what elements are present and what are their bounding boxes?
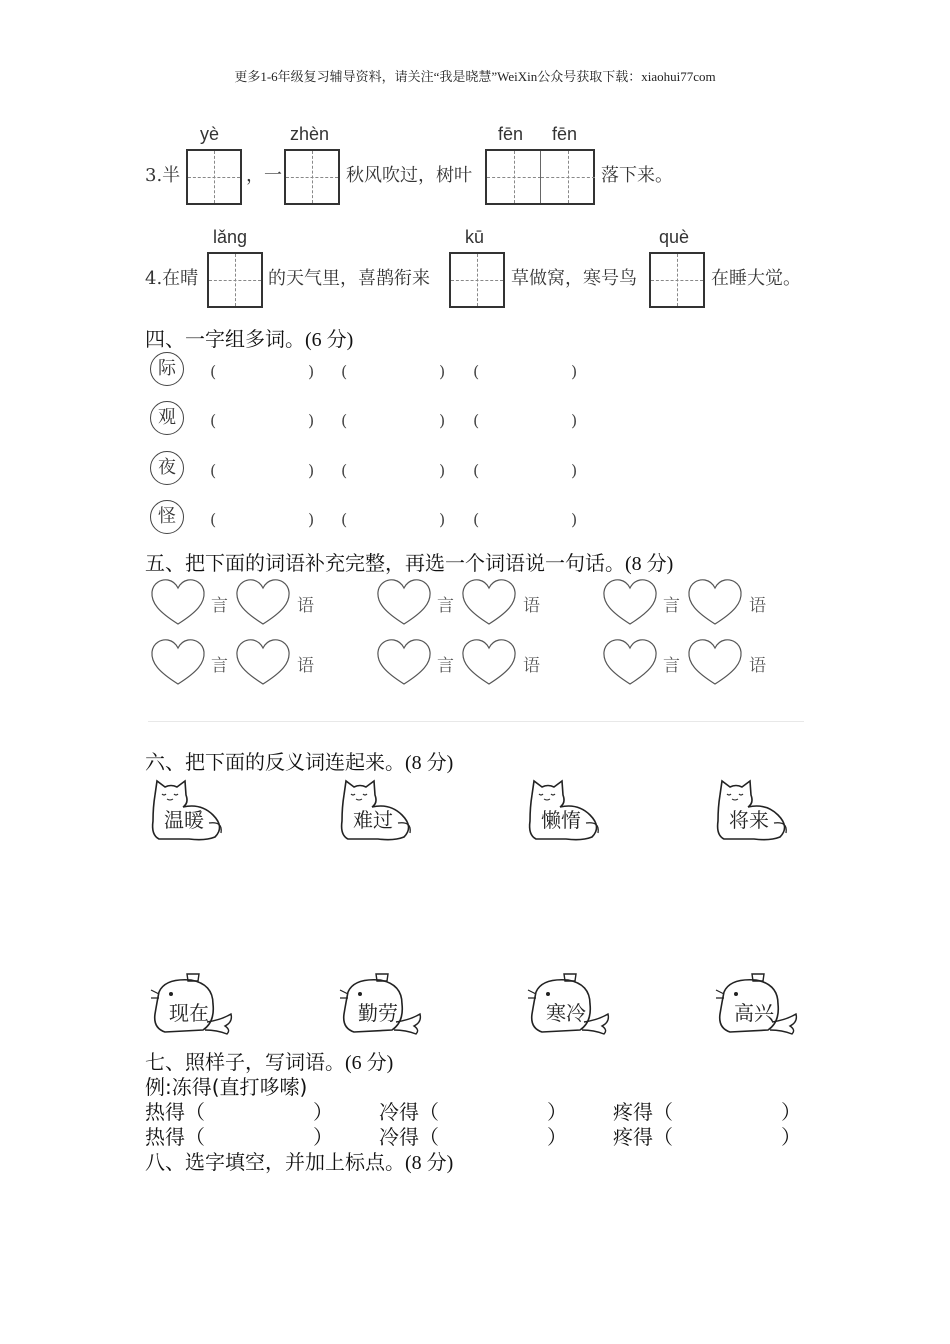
blank-close-paren: ) (439, 510, 446, 529)
blank-open-paren: ( (210, 510, 217, 529)
q3-mid: 秋风吹过，树叶 (346, 165, 472, 186)
section-7-example: 例:冻得(直打哆嗦) (145, 1075, 308, 1099)
char-circle-3: 夜 (150, 451, 184, 485)
idiom-char-yu: 语 (297, 596, 314, 616)
word-blank-label: 疼得（ (613, 1125, 673, 1149)
section-4-title (145, 323, 353, 352)
blank-close-paren: ) (571, 510, 578, 529)
q3-sep: ，一 (246, 165, 282, 186)
q3-pinyin-2: zhèn (290, 124, 330, 144)
antonym-top-word[interactable]: 将来 (729, 808, 769, 832)
heart-blank[interactable] (686, 637, 744, 687)
blank-open-paren: ( (473, 461, 480, 480)
q3-pinyin-3a: fēn (498, 124, 524, 144)
q4-mid1: 的天气里，喜鹊衔来 (268, 268, 430, 289)
antonym-top-word[interactable]: 温暖 (164, 808, 204, 832)
antonym-top-word[interactable]: 懒惰 (541, 808, 581, 832)
q3-start: 3.半 (145, 165, 181, 186)
word-blank-close: ） (313, 1100, 333, 1124)
heart-blank[interactable] (686, 577, 744, 627)
blank-close-paren: ) (571, 411, 578, 430)
section-5-title (145, 547, 673, 576)
idiom-char-yan: 言 (211, 656, 228, 676)
blank-open-paren: ( (341, 461, 348, 480)
section-6-title (145, 746, 453, 775)
heart-blank[interactable] (460, 637, 518, 687)
q4-pinyin-2: kū (465, 227, 485, 247)
q4-pinyin-1: lǎng (213, 227, 248, 247)
section-6-score: (8 分) (405, 752, 454, 774)
section-5-score: (8 分) (625, 553, 674, 575)
blank-open-paren: ( (341, 510, 348, 529)
word-blank-close: ） (313, 1125, 333, 1149)
section-5-title-text: 五、把下面的词语补充完整，再选一个词语说一句话。 (145, 551, 625, 575)
heart-blank[interactable] (149, 637, 207, 687)
blank-open-paren: ( (473, 510, 480, 529)
blank-open-paren: ( (341, 411, 348, 430)
heart-blank[interactable] (234, 577, 292, 627)
q4-answer-box-2[interactable] (449, 252, 505, 308)
page-divider (148, 721, 804, 722)
word-blank-close: ） (781, 1125, 801, 1149)
q3-answer-box-1[interactable] (186, 149, 242, 205)
idiom-char-yan: 言 (663, 656, 680, 676)
blank-open-paren: ( (210, 411, 217, 430)
blank-close-paren: ) (308, 510, 315, 529)
word-blank-label: 冷得（ (379, 1100, 439, 1124)
q4-pinyin-3: què (659, 227, 690, 247)
blank-open-paren: ( (210, 362, 217, 381)
section-8-score: (8 分) (405, 1152, 454, 1174)
idiom-char-yu: 语 (297, 656, 314, 676)
char-circle-1: 际 (150, 352, 184, 386)
blank-close-paren: ) (439, 411, 446, 430)
antonym-bottom-word[interactable]: 现在 (169, 1001, 209, 1025)
word-blank-close: ） (547, 1125, 567, 1149)
word-blank-close: ） (781, 1100, 801, 1124)
word-blank-close: ） (547, 1100, 567, 1124)
char-circle-2: 观 (150, 401, 184, 435)
q3-pinyin-1: yè (200, 124, 220, 144)
idiom-char-yu: 语 (749, 656, 766, 676)
q4-answer-box-3[interactable] (649, 252, 705, 308)
heart-blank[interactable] (149, 577, 207, 627)
idiom-char-yu: 语 (523, 596, 540, 616)
q4-answer-box-1[interactable] (207, 252, 263, 308)
antonym-bottom-word[interactable]: 寒冷 (546, 1001, 586, 1025)
word-blank-label: 热得（ (145, 1100, 205, 1124)
blank-close-paren: ) (439, 362, 446, 381)
blank-close-paren: ) (439, 461, 446, 480)
antonym-bottom-word[interactable]: 勤劳 (358, 1001, 398, 1025)
q4-start: 4.在晴 (145, 268, 199, 289)
blank-close-paren: ) (571, 362, 578, 381)
q3-answer-box-2[interactable] (284, 149, 340, 205)
idiom-char-yu: 语 (523, 656, 540, 676)
heart-blank[interactable] (460, 577, 518, 627)
blank-open-paren: ( (341, 362, 348, 381)
char-circle-4: 怪 (150, 500, 184, 534)
heart-blank[interactable] (601, 637, 659, 687)
blank-close-paren: ) (308, 362, 315, 381)
word-blank-label: 热得（ (145, 1125, 205, 1149)
section-4-score: (6 分) (305, 329, 354, 351)
section-7-score: (6 分) (345, 1052, 394, 1074)
heart-blank[interactable] (601, 577, 659, 627)
blank-close-paren: ) (308, 411, 315, 430)
blank-open-paren: ( (473, 411, 480, 430)
heart-blank[interactable] (234, 637, 292, 687)
section-6-title-text: 六、把下面的反义词连起来。 (145, 750, 405, 774)
blank-open-paren: ( (473, 362, 480, 381)
q3-end: 落下来。 (601, 165, 673, 186)
section-8-title-text: 八、选字填空，并加上标点。 (145, 1150, 405, 1174)
word-blank-label: 疼得（ (613, 1100, 673, 1124)
q4-mid2: 草做窝，寒号鸟 (511, 268, 637, 289)
idiom-char-yan: 言 (211, 596, 228, 616)
antonym-top-word[interactable]: 难过 (353, 808, 393, 832)
blank-close-paren: ) (571, 461, 578, 480)
section-7-title-text: 七、照样子，写词语。 (145, 1050, 345, 1074)
blank-open-paren: ( (210, 461, 217, 480)
q4-end: 在睡大觉。 (711, 268, 801, 289)
heart-blank[interactable] (375, 577, 433, 627)
idiom-char-yu: 语 (749, 596, 766, 616)
antonym-bottom-word[interactable]: 高兴 (734, 1001, 774, 1025)
heart-blank[interactable] (375, 637, 433, 687)
section-8-title (145, 1146, 453, 1175)
idiom-char-yan: 言 (663, 596, 680, 616)
idiom-char-yan: 言 (437, 656, 454, 676)
q3-pinyin-3b: fēn (552, 124, 578, 144)
blank-close-paren: ) (308, 461, 315, 480)
section-4-title-text: 四、一字组多词。 (145, 327, 305, 351)
word-blank-label: 冷得（ (379, 1125, 439, 1149)
idiom-char-yan: 言 (437, 596, 454, 616)
q3-answer-box-3[interactable] (485, 149, 595, 205)
header-note: 更多1-6年级复习辅导资料，请关注“我是晓慧”WeiXin公众号获取下载：xiaohui77com (234, 69, 716, 84)
